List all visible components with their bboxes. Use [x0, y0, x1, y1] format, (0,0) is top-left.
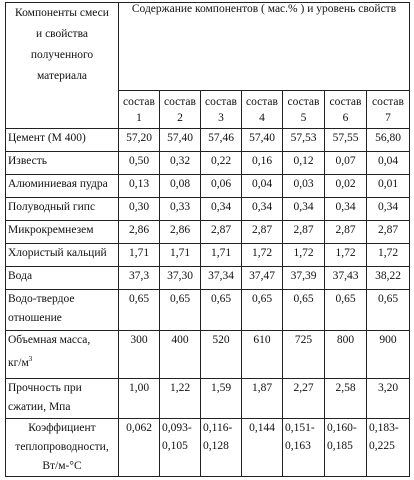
value-line: 37,30: [167, 270, 193, 283]
value-line: 0,07: [335, 155, 356, 168]
value-cell: [201, 221, 242, 244]
value-line: 0,30: [128, 201, 150, 214]
value-cell: [201, 198, 242, 221]
composition-number: 3: [218, 111, 224, 124]
value-line: 520: [212, 333, 230, 346]
composition-header: [119, 91, 160, 129]
table-row: [6, 152, 410, 175]
value-line: 0,01: [377, 178, 399, 191]
value-line: 37,43: [332, 270, 359, 283]
composition-header: [283, 91, 325, 129]
table-body: [6, 129, 410, 477]
composition-header: [325, 91, 367, 129]
property-name-line: Прочность при: [8, 381, 82, 394]
value-cell: [325, 152, 367, 175]
value-cell: [325, 378, 367, 418]
unit-text: кг/м: [8, 356, 29, 369]
value-line: 1,72: [377, 247, 399, 260]
composition-header: [367, 91, 410, 129]
value-line: 0,13: [128, 178, 150, 191]
value-line: 0,062: [126, 421, 152, 434]
value-line: 57,40: [167, 132, 193, 144]
value-line: 0,04: [251, 178, 273, 191]
value-cell: [242, 244, 283, 267]
property-name-line: Известь: [8, 155, 47, 168]
value-line: 37,39: [290, 270, 317, 283]
value-line: 37,47: [249, 270, 275, 283]
value-cell: [283, 418, 325, 476]
value-cell: [201, 244, 242, 267]
value-line: 0,33: [169, 201, 191, 214]
composition-label: состав: [372, 95, 404, 108]
table-row: [6, 267, 410, 290]
composition-header: [201, 91, 242, 129]
table-row: [6, 198, 410, 221]
composition-table: [5, 2, 410, 477]
table-row: [6, 330, 410, 378]
value-cell: [119, 175, 160, 198]
value-line: 0,34: [377, 201, 399, 214]
property-name-line: Полуводный гипс: [8, 201, 96, 214]
value-cell: [367, 378, 410, 418]
property-name-cell: [6, 175, 119, 198]
value-line: 0,34: [335, 201, 356, 214]
value-line: 37,3: [128, 270, 150, 283]
value-line: 0,65: [335, 293, 356, 306]
value-line: 1,22: [169, 381, 191, 394]
value-line: 0,116-: [203, 421, 233, 434]
corner-header-line: и свойства: [36, 28, 88, 40]
value-line: 0,163: [285, 439, 311, 452]
value-cell: [283, 378, 325, 418]
value-cell: [119, 198, 160, 221]
value-cell: [160, 378, 201, 418]
value-line: 56,80: [375, 132, 401, 144]
value-cell: [283, 198, 325, 221]
value-cell: [160, 267, 201, 290]
value-cell: [160, 175, 201, 198]
value-cell: [325, 221, 367, 244]
value-cell: [367, 221, 410, 244]
value-cell: [283, 175, 325, 198]
value-cell: [283, 129, 325, 152]
value-cell: [201, 175, 242, 198]
value-line: 0,22: [210, 155, 232, 168]
value-cell: [242, 221, 283, 244]
value-cell: [367, 175, 410, 198]
value-cell: [160, 129, 201, 152]
value-line: 0,04: [377, 155, 399, 168]
value-line: 3,20: [377, 381, 399, 394]
value-line: 0,128: [203, 439, 229, 452]
composition-label: состав: [287, 95, 320, 108]
value-cell: [325, 330, 367, 378]
table-row: [6, 244, 410, 267]
corner-header-line: материала: [36, 70, 88, 82]
composition-number: 5: [300, 111, 307, 124]
value-cell: [325, 198, 367, 221]
property-name-line: Алюминиевая пудра: [8, 178, 108, 191]
value-line: 57,46: [208, 132, 234, 144]
value-cell: [242, 152, 283, 175]
value-cell: [367, 418, 410, 476]
value-line: 2,87: [293, 224, 314, 237]
value-cell: [367, 129, 410, 152]
value-line: 2,27: [293, 381, 314, 394]
value-line: 1,87: [251, 381, 273, 394]
property-name-line: Цемент (М 400): [8, 132, 86, 144]
property-name-cell: [6, 221, 119, 244]
value-line: 0,08: [169, 178, 191, 191]
value-cell: [160, 198, 201, 221]
value-cell: [119, 244, 160, 267]
value-line: 400: [171, 333, 189, 346]
value-cell: [283, 330, 325, 378]
value-line: 57,40: [249, 132, 275, 144]
value-cell: [242, 418, 283, 476]
value-cell: [367, 244, 410, 267]
value-cell: [119, 152, 160, 175]
value-line: 0,34: [293, 201, 314, 214]
value-cell: [201, 129, 242, 152]
value-line: 1,59: [210, 381, 232, 394]
header-row: [6, 3, 410, 91]
property-name-line: Объемная масса,: [8, 333, 91, 346]
value-line: 2,86: [128, 224, 150, 237]
composition-header: [160, 91, 201, 129]
value-cell: [325, 290, 367, 330]
value-cell: [283, 152, 325, 175]
value-line: 2,58: [335, 381, 356, 394]
property-name-cell: [6, 198, 119, 221]
value-line: 2,87: [377, 224, 399, 237]
value-line: 0,144: [249, 421, 275, 434]
group-header: Содержание компонентов ( мас.% ) и уровень свойств: [119, 3, 410, 91]
value-line: 0,06: [210, 178, 232, 191]
value-line: 0,50: [128, 155, 150, 168]
value-cell: [160, 330, 201, 378]
value-line: 0,65: [251, 293, 273, 306]
table-row: [6, 129, 410, 152]
value-cell: [242, 290, 283, 330]
value-cell: [367, 198, 410, 221]
property-name-line: Хлористый кальций: [8, 247, 107, 260]
value-line: 0,34: [251, 201, 273, 214]
property-name-cell: [6, 152, 119, 175]
value-cell: [367, 152, 410, 175]
value-line: 2,87: [335, 224, 356, 237]
composition-number: 1: [136, 111, 142, 124]
value-cell: [119, 267, 160, 290]
value-line: 1,71: [128, 247, 150, 260]
value-line: 300: [130, 333, 148, 346]
value-line: 2,87: [251, 224, 273, 237]
value-line: 57,20: [126, 132, 152, 144]
value-line: 2,86: [169, 224, 191, 237]
value-line: 0,65: [293, 293, 314, 306]
corner-header-line: полученного: [30, 49, 94, 61]
property-name-cell: [6, 267, 119, 290]
value-line: 2,87: [210, 224, 232, 237]
composition-header: [242, 91, 283, 129]
value-cell: [367, 330, 410, 378]
value-line: 0,105: [162, 439, 188, 452]
composition-label: состав: [164, 95, 196, 108]
unit-exponent: 3: [28, 354, 33, 363]
value-cell: [160, 244, 201, 267]
value-line: 900: [379, 333, 397, 346]
value-cell: [201, 267, 242, 290]
value-line: 0,225: [369, 439, 395, 452]
value-line: 800: [336, 333, 355, 346]
value-line: 1,71: [210, 247, 232, 260]
composition-label: состав: [205, 95, 237, 108]
value-line: 0,12: [293, 155, 314, 168]
value-line: 0,65: [210, 293, 232, 306]
value-line: 57,53: [290, 132, 317, 144]
property-name-cell: [6, 378, 119, 418]
value-cell: [242, 175, 283, 198]
value-line: 1,72: [251, 247, 273, 260]
value-line: 0,65: [169, 293, 191, 306]
value-cell: [283, 267, 325, 290]
value-cell: [242, 378, 283, 418]
value-cell: [325, 267, 367, 290]
value-line: 0,65: [128, 293, 150, 306]
value-cell: [119, 221, 160, 244]
value-line: 0,093-: [162, 421, 192, 434]
value-cell: [325, 175, 367, 198]
value-cell: [201, 330, 242, 378]
composition-number: 7: [385, 111, 391, 124]
value-cell: [119, 378, 160, 418]
table-row: [6, 221, 410, 244]
value-cell: [201, 418, 242, 476]
value-line: 0,02: [335, 178, 356, 191]
property-name-line: Микрокремнезем: [8, 224, 94, 237]
property-name-line: теплопроводности,: [15, 440, 109, 453]
value-cell: [119, 129, 160, 152]
value-line: 1,71: [169, 247, 191, 260]
value-line: 725: [294, 333, 313, 346]
value-cell: [201, 152, 242, 175]
table-row: [6, 175, 410, 198]
composition-label: состав: [246, 95, 278, 108]
value-line: 1,72: [293, 247, 314, 260]
value-cell: [119, 418, 160, 476]
value-line: 0,03: [293, 178, 314, 191]
value-line: 38,22: [375, 270, 401, 283]
value-line: 0,185: [327, 439, 353, 452]
value-cell: [242, 267, 283, 290]
value-cell: [283, 244, 325, 267]
property-name-line: Вт/м-°С: [42, 459, 82, 472]
value-cell: [325, 418, 367, 476]
property-name-line: отношение: [8, 312, 62, 325]
value-cell: [242, 198, 283, 221]
table-row: [6, 378, 410, 418]
value-cell: [367, 267, 410, 290]
property-name-cell: [6, 290, 119, 330]
composition-number: 4: [259, 111, 265, 124]
value-line: 610: [253, 333, 271, 346]
table-row: [6, 418, 410, 476]
property-name-cell: [6, 418, 119, 476]
value-line: 0,32: [169, 155, 191, 168]
value-cell: [160, 418, 201, 476]
value-cell: [325, 129, 367, 152]
value-line: 0,65: [377, 293, 399, 306]
composition-number: 6: [342, 111, 349, 124]
value-line: 0,160-: [327, 421, 357, 434]
value-line: 0,34: [210, 201, 232, 214]
composition-label: состав: [123, 95, 155, 108]
property-name-line: Коэффициент: [28, 421, 96, 434]
value-line: 1,72: [335, 247, 356, 260]
value-line: 37,34: [208, 270, 234, 283]
value-cell: [160, 152, 201, 175]
value-cell: [367, 290, 410, 330]
property-name-line: Водо-твердое: [8, 293, 75, 306]
composition-label: состав: [329, 95, 362, 108]
value-cell: [201, 290, 242, 330]
value-cell: [242, 129, 283, 152]
property-name-cell: [6, 244, 119, 267]
value-line: 0,151-: [285, 421, 315, 434]
composition-number: 2: [177, 111, 183, 124]
value-cell: [160, 290, 201, 330]
corner-header-line: Компоненты смеси: [15, 7, 109, 19]
property-name-line: Вода: [8, 270, 33, 283]
value-line: 0,16: [251, 155, 273, 168]
value-cell: [119, 290, 160, 330]
value-cell: [283, 290, 325, 330]
property-name-line: сжатии, Мпа: [8, 400, 71, 413]
value-cell: [283, 221, 325, 244]
property-name-line: [8, 350, 116, 373]
value-cell: [325, 244, 367, 267]
value-line: 0,183-: [369, 421, 399, 434]
value-cell: [160, 221, 201, 244]
table-row: [6, 290, 410, 330]
property-name-cell: [6, 330, 119, 378]
value-line: 57,55: [332, 132, 359, 144]
value-cell: [119, 330, 160, 378]
corner-header: [6, 3, 119, 129]
property-name-cell: [6, 129, 119, 152]
value-cell: [201, 378, 242, 418]
value-cell: [242, 330, 283, 378]
value-line: 1,00: [128, 381, 150, 394]
